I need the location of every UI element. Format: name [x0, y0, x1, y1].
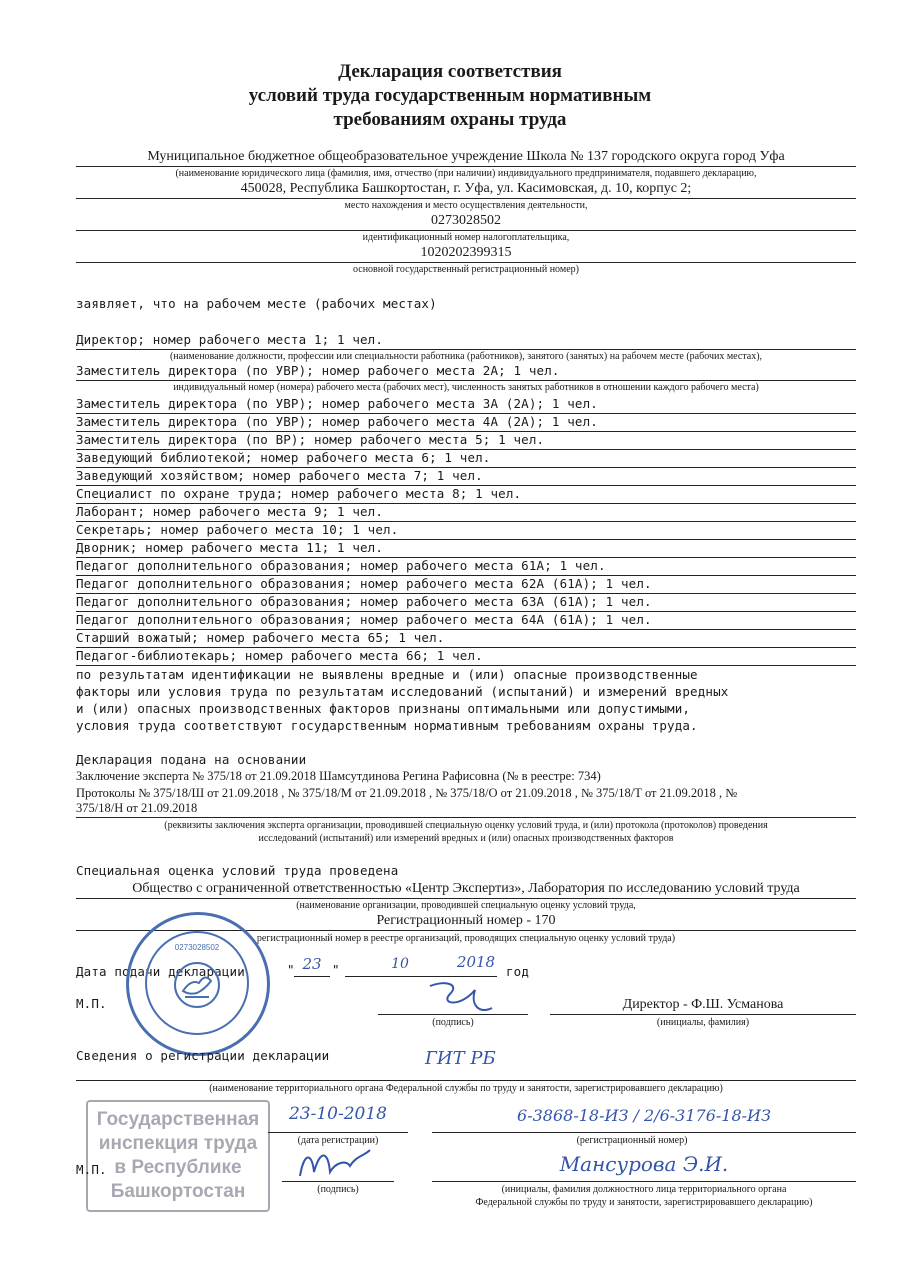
registration-date-rule	[268, 1132, 408, 1133]
org-name: Муниципальное бюджетное общеобразовательное учреждение Школа № 137 городского округа город Уфа	[147, 149, 785, 164]
registration-mp: М.П.	[76, 1162, 107, 1177]
registration-number-caption: (регистрационный номер)	[576, 1135, 688, 1146]
workplace-caption-2: индивидуальный номер (номера) рабочего места (рабочих мест), численность занятых работников в отношении каждого рабочего места)	[173, 382, 759, 393]
submission-mp: М.П.	[76, 996, 107, 1011]
workplace-row: Заведующий хозяйством; номер рабочего места 7; 1 чел.	[76, 467, 856, 486]
submission-signature-caption: (подпись)	[432, 1017, 474, 1028]
workplace-row: Специалист по охране труда; номер рабочего места 8; 1 чел.	[76, 485, 856, 504]
org-ogrn: 1020202399315	[420, 245, 512, 260]
inn-rule	[76, 230, 856, 231]
workplace-row: Секретарь; номер рабочего места 10; 1 чел.	[76, 521, 856, 540]
registration-official-caption-2: Федеральной службы по труду и занятости, зарегистрировавшего декларацию)	[475, 1197, 813, 1208]
stamp-inner-ring	[145, 931, 249, 1035]
basis-protocols-cont: 375/18/Н от 21.09.2018	[76, 801, 198, 815]
registration-signature-rule	[282, 1181, 394, 1182]
workplace-row: Заместитель директора (по ВР); номер рабочего места 5; 1 чел.	[76, 431, 856, 450]
rect-stamp-line-1: Государственная	[96, 1109, 260, 1130]
result-line-2: факторы или условия труда по результатам исследований (испытаний) и измерений вредных	[76, 684, 729, 699]
basis-rule	[76, 817, 856, 818]
org-address: 450028, Республика Башкортостан, г. Уфа, ул. Касимовская, д. 10, корпус 2;	[240, 181, 692, 196]
workplace-row: Заведующий библиотекой; номер рабочего места 6; 1 чел.	[76, 449, 856, 468]
doc-title-line1: Декларация соответствия	[338, 61, 562, 82]
assessment-org-caption: (наименование организации, проводившей специальную оценку условий труда,	[296, 900, 636, 911]
submission-signer-rule	[550, 1014, 856, 1015]
submission-month: 10	[391, 956, 409, 972]
stamp-number: 0273028502	[174, 943, 220, 952]
assessment-org: Общество с ограниченной ответственностью «Центр Экспертиз», Лаборатория по исследованию условий труда	[132, 881, 800, 896]
basis-caption-2: исследований (испытаний) или измерений вредных и (или) опасных производственных факторов	[258, 833, 674, 844]
workplace-row: Педагог дополнительного образования; номер рабочего места 64А (61А); 1 чел.	[76, 611, 856, 630]
org-name-caption: (наименование юридического лица (фамилия, имя, отчество (при наличии) индивидуального предпринимателя, подавшего декларацию,	[175, 168, 757, 179]
submission-signer-caption: (инициалы, фамилия)	[656, 1017, 750, 1028]
registration-number-rule	[432, 1132, 856, 1133]
submission-signer: Директор - Ф.Ш. Усманова	[622, 997, 784, 1012]
assessment-reg-number: Регистрационный номер - 170	[376, 913, 556, 928]
basis-expert-conclusion: Заключение эксперта № 375/18 от 21.09.2018 Шамсутдинова Регина Рафисовна (№ в реестре: 734)	[76, 769, 601, 783]
workplace-caption-1: (наименование должности, профессии или специальности работника (работников), занятого (занятых) на рабочем месте (рабочих местах),	[169, 351, 763, 362]
inn-caption: идентификационный номер налогоплательщика,	[362, 232, 570, 243]
registration-date-caption: (дата регистрации)	[297, 1135, 379, 1146]
year-suffix: год	[506, 964, 530, 979]
stamp-emblem-icon	[171, 959, 223, 1011]
registration-number: 6-3868-18-ИЗ / 2/6-3176-18-ИЗ	[517, 1106, 771, 1125]
workplace-row: Заместитель директора (по УВР); номер рабочего места 3А (2А); 1 чел.	[76, 395, 856, 414]
workplace-row: Педагог дополнительного образования; номер рабочего места 63А (61А); 1 чел.	[76, 593, 856, 612]
rect-stamp-line-2: инспекция труда	[98, 1133, 258, 1154]
registration-authority-rule	[76, 1080, 856, 1081]
submission-signature-rule	[378, 1014, 528, 1015]
address-rule	[76, 198, 856, 199]
registration-authority: ГИТ РБ	[425, 1048, 496, 1069]
assessment-reg-caption: регистрационный номер в реестре организаций, проводящих специальную оценку условий труда)	[256, 933, 676, 944]
official-signature-icon	[290, 1142, 380, 1186]
assessment-heading: Специальная оценка условий труда проведена	[76, 863, 399, 878]
registration-date: 23-10-2018	[288, 1104, 387, 1124]
workplace-row: Заместитель директора (по УВР); номер рабочего места 2А; 1 чел.	[76, 362, 856, 381]
workplace-row: Дворник; номер рабочего места 11; 1 чел.	[76, 539, 856, 558]
workplace-row: Директор; номер рабочего места 1; 1 чел.	[76, 331, 856, 350]
date-quote-open: "	[287, 962, 295, 977]
registration-signature-caption: (подпись)	[317, 1184, 359, 1195]
submission-day: 23	[302, 955, 322, 973]
workplace-row: Лаборант; номер рабочего места 9; 1 чел.	[76, 503, 856, 522]
workplace-row: Заместитель директора (по УВР); номер рабочего места 4А (2А); 1 чел.	[76, 413, 856, 432]
date-quote-close: "	[332, 962, 340, 977]
org-inn: 0273028502	[431, 213, 501, 228]
inspection-rect-stamp	[86, 1100, 270, 1212]
result-line-1: по результатам идентификации не выявлены вредные и (или) опасные производственные	[76, 667, 698, 682]
basis-caption-1: (реквизиты заключения эксперта организации, проводившей специальную оценку условий труда, и (или) протокола (протоколов) проведения	[164, 820, 768, 831]
workplace-row: Педагог-библиотекарь; номер рабочего места 66; 1 чел.	[76, 647, 856, 666]
result-line-3: и (или) опасных производственных факторов признаны оптимальными или допустимыми,	[76, 701, 691, 716]
year-rule	[455, 976, 497, 977]
workplace-row: Педагог дополнительного образования; номер рабочего места 61А; 1 чел.	[76, 557, 856, 576]
rect-stamp-line-4: Башкортостан	[110, 1181, 246, 1202]
workplace-row: Педагог дополнительного образования; номер рабочего места 62А (61А); 1 чел.	[76, 575, 856, 594]
registration-authority-caption: (наименование территориального органа Федеральной службы по труду и занятости, зарегистрировавшего декларацию)	[209, 1083, 723, 1094]
basis-protocols: Протоколы № 375/18/Ш от 21.09.2018 , № 375/18/М от 21.09.2018 , № 375/18/О от 21.09.2018 , № 375/18/Т от 21.09.2018 , №	[76, 786, 738, 800]
rect-stamp-line-3: в Республике	[114, 1157, 242, 1178]
registration-official-rule	[432, 1181, 856, 1182]
day-rule	[294, 976, 330, 977]
organization-round-stamp	[126, 912, 270, 1056]
doc-title-line2: условий труда государственным нормативным	[248, 85, 652, 106]
result-line-4: условия труда соответствуют государственным нормативным требованиям охраны труда.	[76, 718, 698, 733]
ogrn-rule	[76, 262, 856, 263]
doc-title-line3: требованиям охраны труда	[333, 109, 567, 130]
org-name-rule	[76, 166, 856, 167]
registration-official-caption-1: (инициалы, фамилия должностного лица территориального органа	[501, 1184, 787, 1195]
basis-heading: Декларация подана на основании	[76, 752, 307, 767]
assessment-org-rule	[76, 898, 856, 899]
registration-official-name: Мансурова Э.И.	[559, 1152, 729, 1176]
month-rule	[345, 976, 455, 977]
statement-intro: заявляет, что на рабочем месте (рабочих местах)	[76, 296, 437, 311]
submission-date-label: Дата подачи декларации	[76, 964, 245, 979]
address-caption: место нахождения и место осуществления деятельности,	[344, 200, 588, 211]
submission-year: 2018	[456, 953, 496, 971]
registration-heading: Сведения о регистрации декларации	[76, 1048, 330, 1063]
ogrn-caption: основной государственный регистрационный номер)	[353, 264, 579, 275]
workplace-row: Старший вожатый; номер рабочего места 65; 1 чел.	[76, 629, 856, 648]
